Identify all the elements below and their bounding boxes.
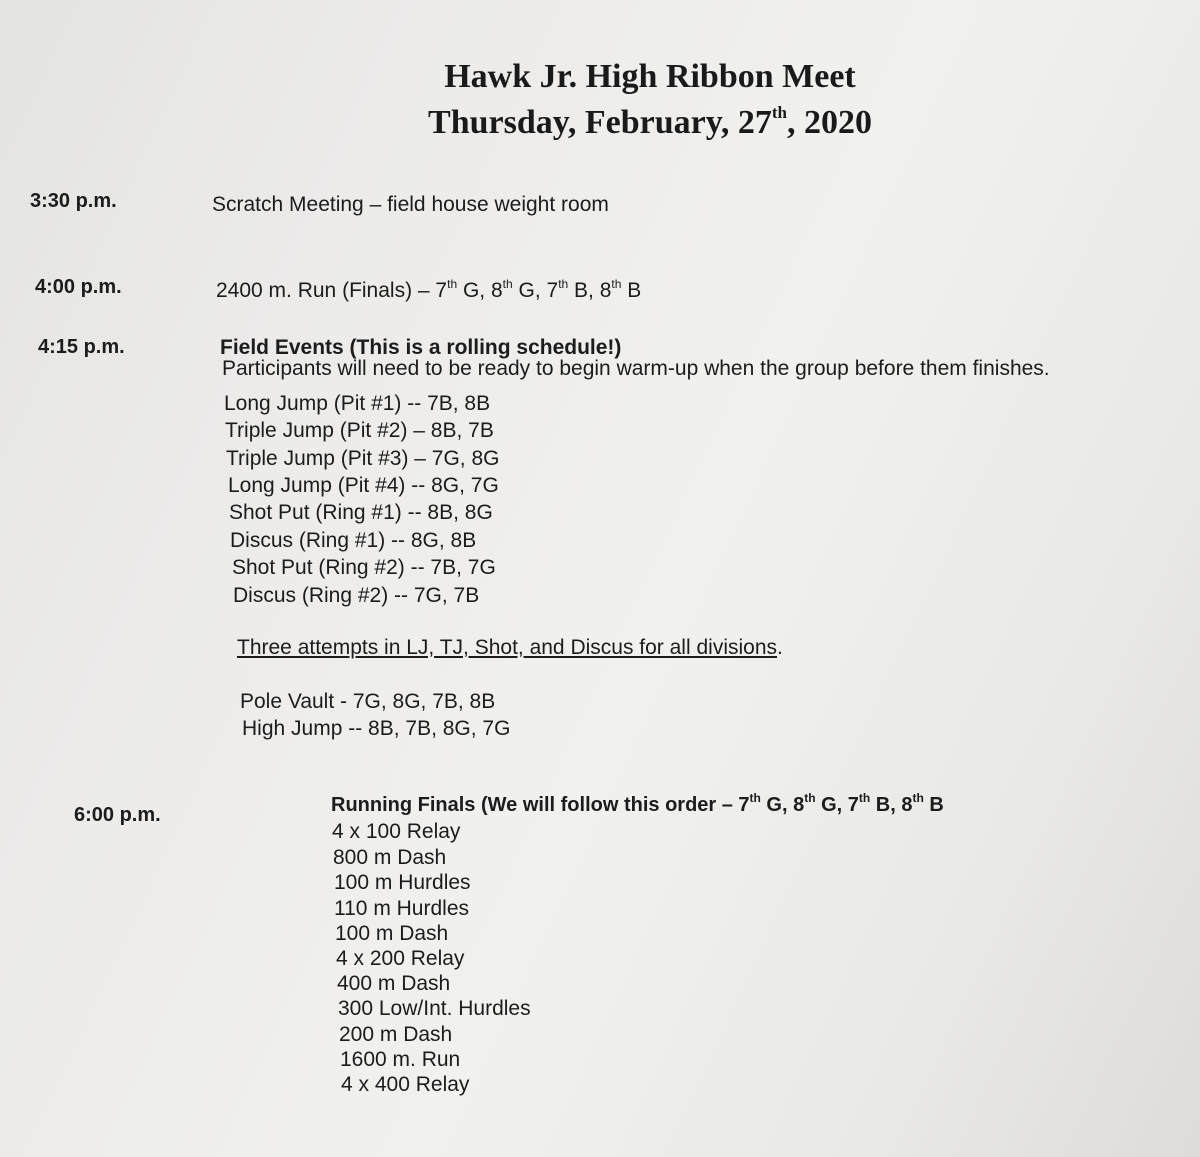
meet-date-suffix: th [771,103,787,122]
ordinal: th [558,277,569,291]
running-event-item: 800 m Dash [333,846,447,869]
field-event-item: Long Jump (Pit #4) -- 8G, 7G [228,474,499,497]
ordinal: th [749,791,761,805]
field-event-item: Shot Put (Ring #1) -- 8B, 8G [229,501,493,524]
running-finals-time: 6:00 p.m. [74,804,161,826]
attempts-note-text: Three attempts in LJ, TJ, Shot, and Discus for all divisions [237,636,778,659]
running-event-item: 200 m Dash [339,1023,453,1046]
field-event-item: Triple Jump (Pit #3) – 7G, 8G [226,447,500,470]
division-text: B [923,794,944,816]
field-events-instruction: Participants will need to be ready to begin warm-up when the group before them finishes. [222,357,1050,380]
running-event-item: 300 Low/Int. Hurdles [338,997,531,1020]
field-events-time: 4:15 p.m. [38,336,125,358]
meet-title: Hawk Jr. High Ribbon Meet [444,58,856,95]
field-event-item: Shot Put (Ring #2) -- 7B, 7G [232,556,496,579]
vertical-event-item: Pole Vault - 7G, 8G, 7B, 8B [240,690,496,713]
scratch-time: 3:30 p.m. [30,190,117,212]
ordinal: th [858,791,871,805]
field-event-item: Triple Jump (Pit #2) – 8B, 7B [225,419,494,442]
ordinal: th [611,277,622,291]
running-event-item: 1600 m. Run [340,1048,461,1071]
field-event-item: Discus (Ring #2) -- 7G, 7B [233,584,480,607]
ordinal: th [912,791,924,805]
division-text: G, 8 [760,794,805,816]
vertical-event-item: High Jump -- 8B, 7B, 8G, 7G [242,717,511,740]
field-event-item: Long Jump (Pit #1) -- 7B, 8B [224,392,491,415]
running-event-item: 400 m Dash [337,972,451,995]
running-event-item: 4 x 200 Relay [336,947,465,970]
division-text: B [621,279,642,302]
run-2400-text [216,278,641,304]
run-2400-event: 2400 m. Run (Finals) – 7 [216,279,448,302]
division-text: G, 8 [457,279,503,302]
meet-date [300,103,1000,143]
attempts-note [237,635,783,661]
running-event-item: 4 x 100 Relay [332,820,461,843]
run-2400-time: 4:00 p.m. [35,276,122,298]
meet-date-weekday: Thursday, February, 27 [428,104,772,141]
ordinal: th [502,277,513,291]
running-event-item: 4 x 400 Relay [341,1073,470,1096]
division-text: B, 8 [568,279,612,302]
running-finals-heading-text: Running Finals (We will follow this order – 7 [331,794,750,816]
ordinal: th [804,791,816,805]
running-event-item: 100 m Hurdles [334,871,471,894]
scratch-meeting-text: Scratch Meeting – field house weight room [212,193,609,216]
field-events-heading: Field Events (This is a rolling schedule!) [220,336,622,359]
ordinal: th [447,277,458,291]
meet-date-year: , 2020 [786,104,872,141]
running-finals-heading [331,792,944,818]
division-text: G, 7 [512,279,559,302]
running-event-item: 110 m Hurdles [334,897,470,920]
field-event-item: Discus (Ring #1) -- 8G, 8B [230,529,477,552]
running-event-item: 100 m Dash [335,922,449,945]
attempts-note-period: . [777,636,783,659]
division-text: B, 8 [870,794,913,816]
division-text: G, 7 [815,794,859,816]
